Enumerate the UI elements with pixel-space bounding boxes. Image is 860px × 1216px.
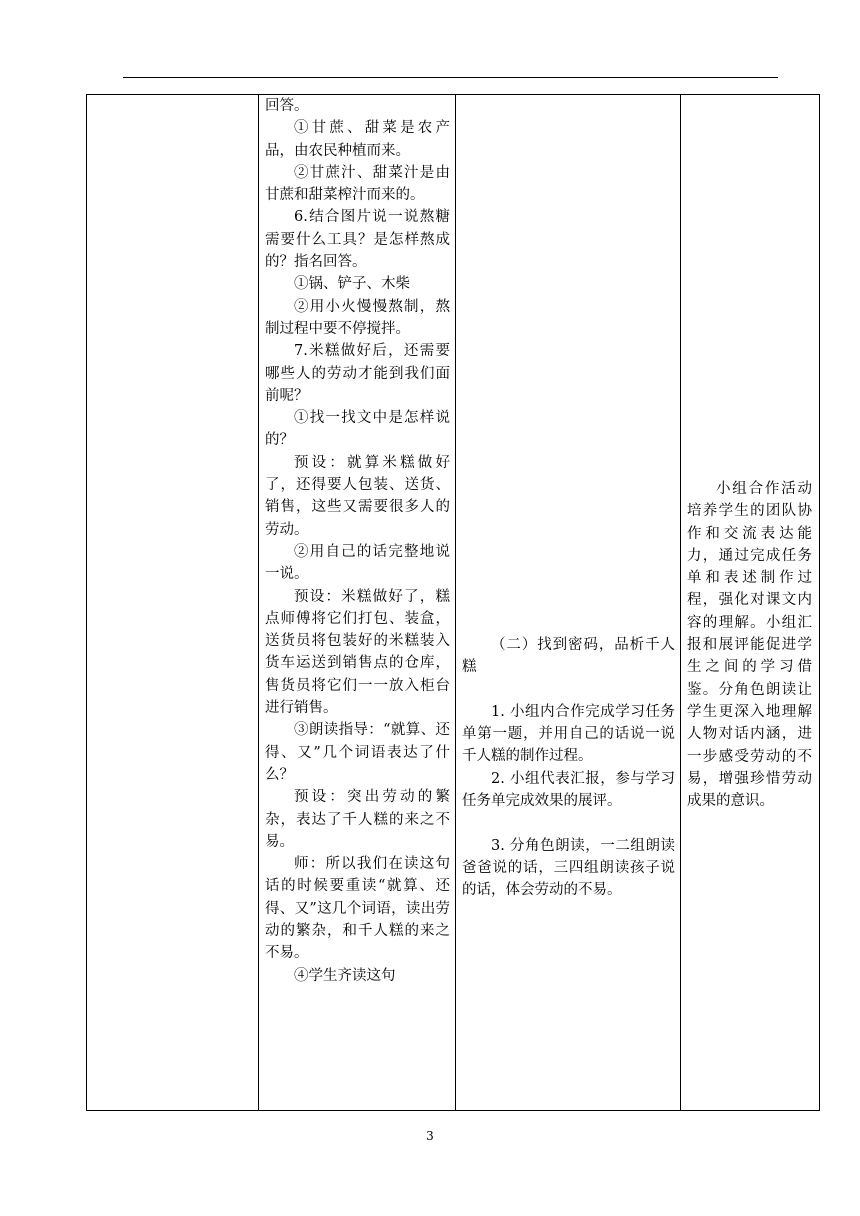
paragraph: ①甘蔗、甜菜是农产品，由农民种植而来。	[265, 120, 450, 159]
column-2-cell	[259, 95, 456, 1111]
paragraph: ②用自己的话完整地说一说。	[265, 543, 450, 583]
lesson-plan-table	[86, 94, 820, 1111]
table-row	[87, 95, 820, 1111]
paragraph: ①锅、铲子、木柴	[294, 276, 410, 293]
activity-item: 2. 小组代表汇报，参与学习任务单完成效果的展评。	[462, 770, 675, 810]
column-3-cell	[456, 95, 681, 1111]
paragraph: 回答。	[265, 98, 309, 114]
paragraph: 预设：就算米糕做好了，还得要人包装、送货、销售，这些又需要很多人的劳动。	[265, 454, 450, 538]
paragraph: 小组合作活动培养学生的团队协作和交流表达能力，通过完成任务单和表述制作过程，强化对课文内容的理解。小组汇报和展评能促进学生之间的学习借鉴。分角色朗读让学生更深入地理解人物对话内涵，进一步感受劳动的不易，增强珍惜劳动成果的意识。	[687, 481, 812, 810]
student-activity-text	[456, 95, 680, 902]
teaching-process-text	[259, 95, 455, 987]
paragraph: ①找一找文中是怎样说的？	[265, 410, 450, 449]
activity-item: 1. 小组内合作完成学习任务单第一题，并用自己的话说一说千人糕的制作过程。	[462, 703, 675, 765]
design-intent-text	[681, 95, 819, 812]
column-4-cell	[681, 95, 820, 1111]
page-number: 3	[426, 1129, 434, 1143]
paragraph: ④学生齐读这句	[294, 967, 396, 984]
paragraph: 预设：突出劳动的繁杂，表达了千人糕的来之不易。	[265, 789, 450, 850]
paragraph: 师：所以我们在读这句话的时候要重读“就算、还得、又”这几个词语，读出劳动的繁杂，和千人糕的来之不易。	[265, 856, 450, 962]
paragraph: ②用小火慢慢熬制，熬制过程中要不停搅拌。	[265, 298, 450, 337]
paragraph: ③朗读指导：“就算、还得、又”几个词语表达了什么？	[265, 722, 450, 783]
section-heading: （二）找到密码，品析千人糕	[462, 637, 675, 676]
header-rule	[123, 77, 778, 78]
column-1-cell	[87, 95, 259, 1111]
paragraph: 6.结合图片说一说熬糖需要什么工具？是怎样熬成的？指名回答。	[265, 209, 450, 271]
paragraph: 预设：米糕做好了，糕点师傅将它们打包、装盒，送货员将包装好的米糕装入货车运送到销售点的仓库，售货员将它们一一放入柜台进行销售。	[265, 588, 450, 717]
paragraph: 7.米糕做好后，还需要哪些人的劳动才能到我们面前呢？	[265, 343, 450, 404]
paragraph: ②甘蔗汁、甜菜汁是由甘蔗和甜菜榨汁而来的。	[265, 164, 450, 204]
activity-item: 3. 分角色朗读，一二组朗读爸爸说的话，三四组朗读孩子说的话，体会劳动的不易。	[462, 837, 675, 899]
